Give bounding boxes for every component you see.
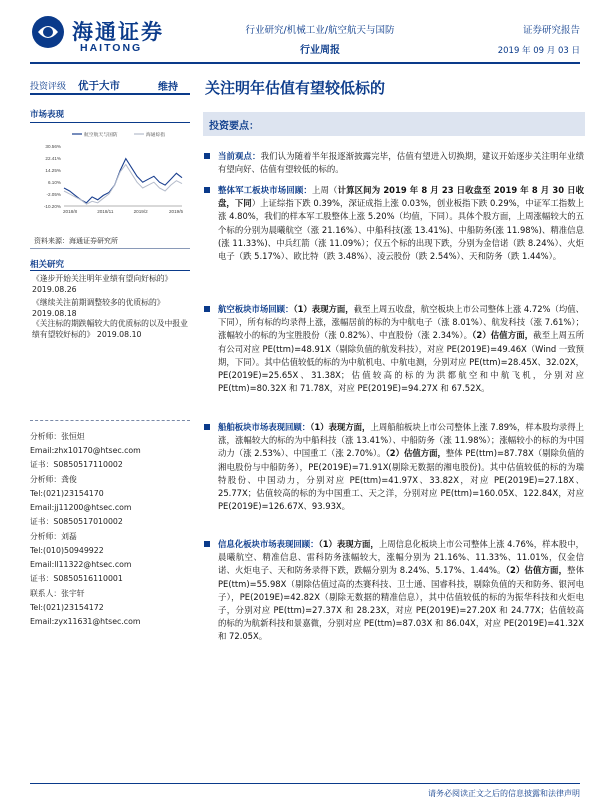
header-divider [30,62,580,64]
contact-tel: Tel:(021)23154172 [30,603,104,612]
related-item-3-title[interactable] [32,318,192,340]
report-type: 行业周报 [300,45,340,56]
paragraph-shipbuilding-text: 船舶板块市场表现回顾：（1）表现方面，上周船舶板块上市公司整体上涨 7.89%，样本股均录得上涨，涨幅较大的标的为中船科技（涨 13.41%）、中船防务（涨 11.98%）；涨幅较小的标的为中国动力（涨 2.53%）、中国重工（涨 2.70%）。（2）估值方面，整体 PE(ttm)=87.78X（剔除负值的湘电股份与中船防务），PE(2019E)=71.91X(剔除无数据的湘电股份)。其中估值较低的标的为瑞特股份、中国动力，分别对应 PE(ttm)=41.97X、33.82X，对应 PE(2019E)=27.18X、25.77X；估值较高的标的为中国重工、天之洋，分别对应 PE(ttm)=160.05X、122.84X，对应 PE(2019E)=126.67X、93.93X。 [218,422,585,512]
x-tick-label: 2018/11 [97,209,114,214]
bullet-icon [204,424,210,430]
footer-disclaimer: 请务必阅读正文之后的信息披露和法律声明 [428,789,580,798]
analyst-1-cert: 证书：S0850517110002 [30,460,123,469]
related-research-title: 相关研究 [30,260,65,270]
paragraph-informatization [204,538,584,644]
page-title: 关注明年估值有望较低标的 [205,79,386,97]
y-tick-label: -10.20% [43,204,61,209]
bullet-icon [204,187,210,193]
analyst-1-email[interactable]: Email:zhx10170@htsec.com [30,446,141,455]
contact-name: 联系人：张宇轩 [30,589,85,598]
paragraph-aviation [204,303,584,395]
rating-label: 投资评级 [30,82,67,92]
related-item-2-title[interactable]: 《继续关注前期调整较多的优质标的》 [32,298,165,307]
logo-chinese-name: 海通证券 [72,19,164,44]
key-points-box [203,112,585,136]
report-date: 2019 年 09 月 03 日 [497,46,580,56]
contact-email[interactable]: Email:zyx11631@htsec.com [30,617,141,626]
paragraph-overall-market-text: 整体军工板块市场回顾：上周（计算区间为 2019 年 8 月 23 日收盘至 2019 年 8 月 30 日收盘，下同）上证综指下跌 0.39%，深证成指上涨 0.03%，创业板指下跌 0.29%，中证军工指数上涨 4.80%，我们的样本军工股整体上涨 5.20%（均值，下同）。具体个股方面，上周涨幅较大的五个标的分别为晨曦航空（涨 21.16%）、中船科技(涨 13.41%)、中船防务(涨 11.98%)、精准信息(涨 11.33%)、中兵红箭（涨 11.09%）；仅五个标的出现下跌，分别为金信诺（跌 8.24%）、火炬电子（跌 5.17%）、欧比特（跌 3.48%）、凌云股份（跌 2.54%）、天和防务（跌 1.44%）。 [218,185,585,262]
market-section-title: 市场表现 [30,110,65,120]
paragraph-shipbuilding [204,421,584,513]
y-tick-label: 30.56% [45,144,61,149]
related-item-2-date: 2019.08.18 [32,309,77,318]
logo-english-name: HAITONG [80,42,143,54]
paragraph-current-view [204,150,584,176]
logo-emblem-icon [30,14,66,50]
analyst-3-email[interactable]: Email:ll11322@htsec.com [30,560,132,569]
market-title-underline [30,122,190,123]
related-item-3-date: 2019.08.10 [96,330,142,340]
analyst-1-name: 分析师：张恒炟 [30,432,85,441]
report-kind: 证券研究报告 [522,25,580,36]
analyst-3-cert: 证书：S0850516110001 [30,574,123,583]
analyst-3-name: 分析师：刘磊 [30,532,77,541]
legend-label: 航空航天与国防 [84,133,118,138]
analyst-3-tel: Tel:(010)50949922 [30,546,104,555]
related-item-1-title[interactable]: 《逢步开始关注明年业绩有望向好标的》 [32,274,173,283]
x-tick-label: 2019/2 [133,209,148,214]
paragraph-informatization-text: 信息化板块市场表现回顾：（1）表现方面，上周信息化板块上市公司整体上涨 4.76%，样本股中，晨曦航空、精准信息、雷科防务涨幅较大，涨幅分别为 21.16%、11.33%、11.01%，仅金信诺、火炬电子、天和防务录得下跌，跌幅分别为 8.24%、5.17%、1.44%。（2）估值方面，整体 PE(ttm)=55.98X（剔除估值过高的杰赛科技、卫士通、国睿科技，剔除负值的天和防务、银河电子），PE(2019E)=42.82X（剔除无数据的精准信息），其中估值较低的标的为振华科技和火炬电子，分别对应 PE(ttm)=27.37X 和 28.23X，对应 PE(2019E)=27.20X 和 24.77X；估值较高的标的为航新科技和景嘉微，分别对应 PE(ttm)=87.03X 和 86.04X，对应 PE(2019E)=41.32X 和 72.05X。 [218,539,584,642]
analyst-divider-top [30,420,190,421]
y-tick-label: 14.25% [45,168,61,173]
y-tick-label: -2.05% [46,192,61,197]
analyst-2-name: 分析师：龚俊 [30,475,77,484]
paragraph-overall-market [204,184,584,263]
footer-divider [30,783,580,784]
related-item-1-date: 2019.08.26 [32,285,77,294]
rating-box [30,77,190,95]
chart-source: 资料来源：海通证券研究所 [34,237,118,245]
x-tick-label: 2018/8 [62,209,78,214]
paragraph-current-view-text: 当前观点：我们认为随着半年报逐渐披露完毕，估值有望进入切换期，建议开始逐步关注明年业绩有望向好、估值有望较低的标的。 [218,151,585,175]
rating-value: 优于大市 [78,80,120,92]
chart-bottom-rule [30,248,190,249]
analyst-2-tel: Tel:(021)23154170 [30,489,104,498]
key-points-heading: 投资要点： [209,121,259,132]
related-item-3-title-text: 《关注标的期跌幅较大的优质标的以及中报业绩有望较好标的》 [32,319,188,340]
market-performance-chart [30,126,190,216]
bullet-icon [204,153,210,159]
rating-change: 维持 [158,82,178,93]
x-tick-label: 2019/5 [168,209,184,214]
analyst-2-email[interactable]: Email:jj11200@htsec.com [30,503,132,512]
related-title-underline [30,270,190,271]
bullet-icon [204,306,210,312]
logo [30,14,180,56]
report-category: 行业研究/机械工业/航空航天与国防 [245,25,395,36]
paragraph-aviation-text: 航空板块市场回顾：（1）表现方面，截至上周五收盘，航空板块上市公司整体上涨 4.72%（均值、下同），所有标的均录得上涨，涨幅居前的标的为中航电子（涨 8.01%）、航发科技（涨 7.61%）；涨幅较小的标的为宝胜股份（涨 0.82%）、中直股份（涨 2.34%）。（2）估值方面，截至上周五所有公司对应 PE(ttm)=48.91X（剔除负值的航发科技），对应 PE(2019E)=49.46X（Wind 一致预期，下同）。其中估值较低的标的为中航机电、中航电测，分别对应 PE(ttm)=28.45X、32.02X，PE(2019E)=25.65X、31.38X；估值较高的标的为洪都航空和中航飞机，分别对应 PE(ttm)=80.32X 和 71.78X，对应 PE(2019E)=94.27X 和 67.52X。 [218,304,585,394]
legend-label: 海通综指 [146,133,166,138]
y-tick-label: 6.10% [47,180,61,185]
analyst-2-cert: 证书：S0850517010002 [30,517,123,526]
bullet-icon [204,541,210,547]
y-tick-label: 22.41% [45,156,61,161]
